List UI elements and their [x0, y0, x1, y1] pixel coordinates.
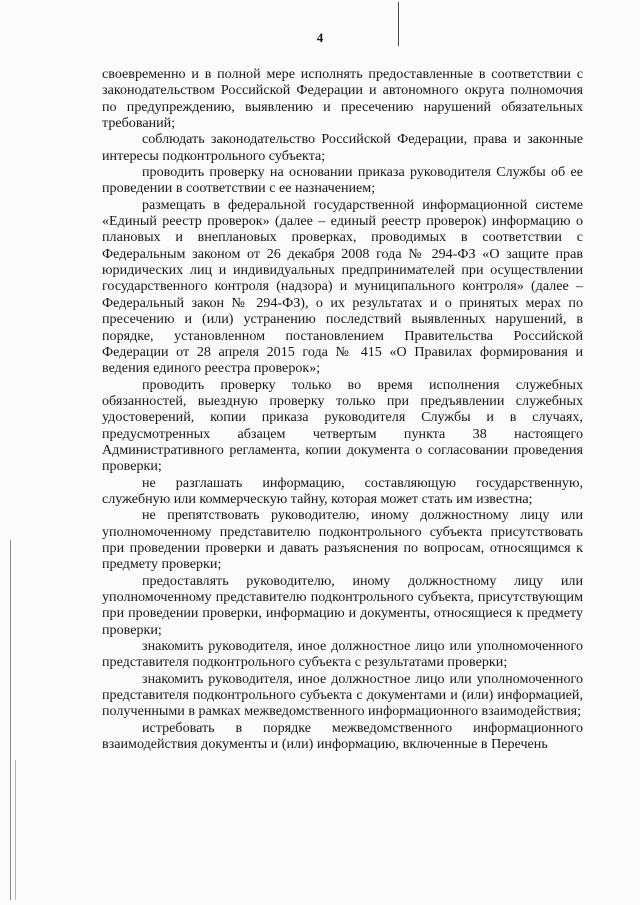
document-body — [102, 66, 583, 752]
paragraph: размещать в федеральной государственной информационной системе «Единый реестр проверок» (далее – единый реестр проверок) информацию о плановых и внеплановых проверках, проводимых в соответствии с Федеральным законом от 26 декабря 2008 года № 294-ФЗ «О защите прав юридических лиц и индивидуальных предпринимателей при осуществлении государственного контроля (надзора) и муниципального контроля» (далее – Федеральный закон № 294-ФЗ), о их результатах и о принятых мерах по пресечению и (или) устранению последствий выявленных нарушений, в порядке, установленном постановлением Правительства Российской Федерации от 28 апреля 2015 года № 415 «О Правилах формирования и ведения единого реестра проверок»; — [102, 196, 583, 377]
paragraph: истребовать в порядке межведомственного информационного взаимодействия документы и (или) информацию, включенные в Перечень — [102, 719, 583, 753]
paragraph: знакомить руководителя, иное должностное лицо или уполномоченного представителя подконтрольного субъекта с документами и (или) информацией, полученными в рамках межведомственного информационного взаимодействия; — [102, 670, 583, 720]
paragraph: знакомить руководителя, иное должностное лицо или уполномоченного представителя подконтрольного субъекта с результатами проверки; — [102, 638, 583, 671]
paragraph: соблюдать законодательство Российской Федерации, права и законные интересы подконтрольного субъекта; — [102, 131, 583, 164]
paragraph: предоставлять руководителю, иному должностному лицу или уполномоченному представителю подконтрольного субъекта, присутствующим при проведении проверки, информацию и документы, относящиеся к предмету проверки; — [102, 572, 583, 638]
paragraph: проводить проверку только во время исполнения служебных обязанностей, выездную проверку только при предъявлении служебных удостоверений, копии приказа руководителя Службы и в случаях, предусмотренных абзацем четвертым пункта 38 настоящего Административного регламента, копии документа о согласовании проведения проверки; — [102, 376, 583, 475]
scan-artifact-line — [15, 760, 16, 900]
paragraph: своевременно и в полной мере исполнять предоставленные в соответствии с законодательством Российской Федерации и автономного округа полномочия по предупреждению, выявлению и пресечению нарушений обязательных требований; — [102, 66, 583, 132]
paragraph: не препятствовать руководителю, иному должностному лицу или уполномоченному представителю подконтрольного субъекта присутствовать при проведении проверки и давать разъяснения по вопросам, относящимся к предмету проверки; — [102, 507, 583, 573]
scan-artifact-line — [10, 540, 11, 900]
page-number: 4 — [316, 30, 324, 45]
paragraph: проводить проверку на основании приказа руководителя Службы об ее проведении в соответствии с ее назначением; — [102, 164, 583, 197]
paragraph: не разглашать информацию, составляющую государственную, служебную или коммерческую тайну, которая может стать им известна; — [102, 474, 583, 507]
